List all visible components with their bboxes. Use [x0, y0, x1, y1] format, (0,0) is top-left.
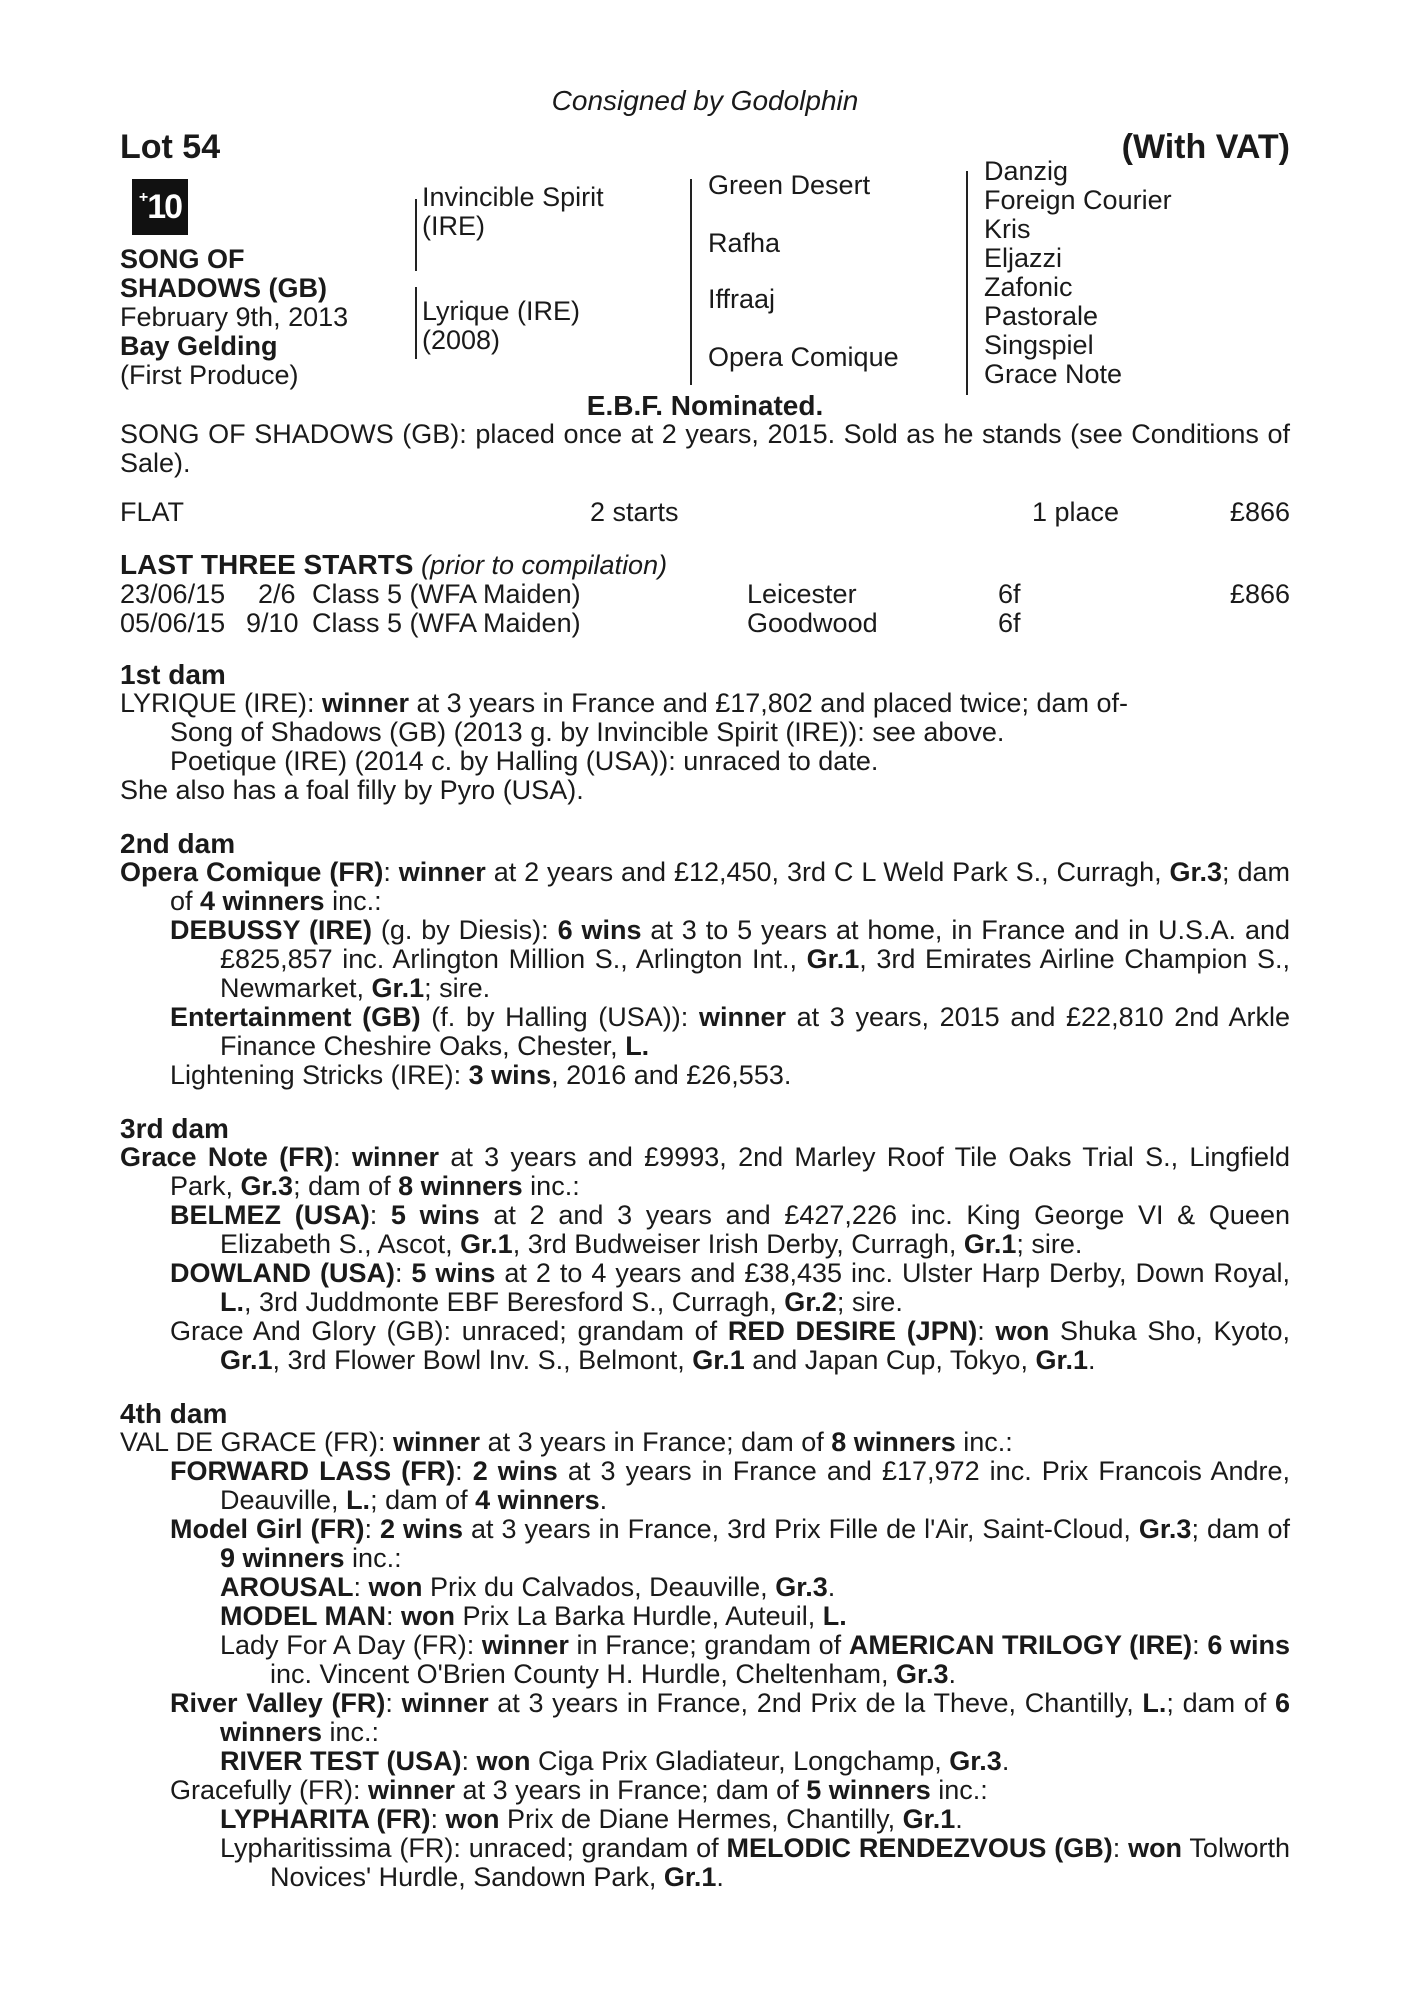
pedigree-block	[120, 156, 1290, 399]
dam-cell: Lyrique (IRE) (2008)	[422, 296, 581, 355]
great-grandparents: Danzig Foreign Courier Kris Eljazzi Zafonic Pastorale Singspiel Grace Note	[984, 156, 1172, 389]
produce-entry: MODEL MAN: won Prix La Barka Hurdle, Auteuil, L.	[220, 1601, 847, 1631]
horse-name: SONG OF SHADOWS (GB)	[120, 244, 327, 303]
grandsire-cell: Iffraaj	[708, 284, 776, 314]
granddam-cell: Rafha	[708, 228, 781, 258]
last-starts-heading: LAST THREE STARTS (prior to compilation)	[120, 549, 668, 580]
pedigree-bracket	[415, 199, 417, 271]
last-starts	[120, 550, 1290, 638]
race-row: 23/06/15 2/6 Class 5 (WFA Maiden) Leicester 6f £866	[120, 579, 1290, 609]
grandsire-cell: Green Desert	[708, 170, 871, 200]
plus10-badge-icon: + 10	[132, 179, 188, 235]
produce-entry: DOWLAND (USA): 5 wins at 2 to 4 years and £38,435 inc. Ulster Harp Derby, Down Royal, L., 3rd Juddmonte EBF Beresford S., Curragh, Gr.2; sire.	[170, 1258, 1290, 1317]
section-heading: 2nd dam	[120, 828, 236, 859]
pedigree-bracket	[966, 171, 968, 395]
horse-summary: SONG OF SHADOWS (GB): placed once at 2 years, 2015. Sold as he stands (see Conditions of Sale).	[120, 419, 1290, 478]
dam-entry: Grace Note (FR): winner at 3 years and £9993, 2nd Marley Roof Tile Oaks Trial S., Lingfield Park, Gr.3; dam of 8 winners inc.:	[120, 1142, 1290, 1201]
produce-entry: Song of Shadows (GB) (2013 g. by Invincible Spirit (IRE)): see above.	[170, 717, 1005, 747]
produce-entry: Grace And Glory (GB): unraced; grandam of RED DESIRE (JPN): won Shuka Sho, Kyoto, Gr.1, 3rd Flower Bowl Inv. S., Belmont, Gr.1 and Japan Cup, Tokyo, Gr.1.	[170, 1316, 1290, 1375]
vat-status: (With VAT)	[1121, 128, 1290, 166]
section-heading: 4th dam	[120, 1398, 228, 1429]
produce-entry: AROUSAL: won Prix du Calvados, Deauville, Gr.3.	[220, 1572, 836, 1602]
produce-entry: Model Girl (FR): 2 wins at 3 years in France, 3rd Prix Fille de l'Air, Saint-Cloud, Gr.3; dam of 9 winners inc.:	[170, 1514, 1290, 1573]
produce-entry: LYPHARITA (FR): won Prix de Diane Hermes, Chantilly, Gr.1.	[220, 1804, 963, 1834]
produce-entry: Gracefully (FR): winner at 3 years in France; dam of 5 winners inc.:	[170, 1775, 988, 1805]
lot-number: Lot 54	[120, 128, 221, 166]
catalogue-page	[120, 86, 1290, 1892]
produce-entry: BELMEZ (USA): 5 wins at 2 and 3 years and £427,226 inc. King George VI & Queen Elizabeth S., Ascot, Gr.1, 3rd Budweiser Irish Derby, Curragh, Gr.1; sire.	[170, 1200, 1290, 1259]
fourth-dam-section	[120, 1399, 1290, 1892]
race-row: 05/06/15 9/10 Class 5 (WFA Maiden) Goodwood 6f	[120, 608, 1021, 638]
foaling-date: February 9th, 2013	[120, 302, 349, 332]
pedigree-bracket	[415, 287, 417, 359]
produce-entry: DEBUSSY (IRE) (g. by Diesis): 6 wins at 3 to 5 years at home, in France and in U.S.A. and £825,857 inc. Arlington Million S., Arlington Int., Gr.1, 3rd Emirates Airline Champion S., Newmarket, Gr.1; sire.	[170, 915, 1290, 1003]
produce-entry: Poetique (IRE) (2014 c. by Halling (USA)): unraced to date.	[170, 746, 879, 776]
second-dam-section	[120, 829, 1290, 1090]
produce-note: (First Produce)	[120, 360, 299, 390]
section-heading: 3rd dam	[120, 1113, 229, 1144]
dam-entry: LYRIQUE (IRE): winner at 3 years in France and £17,802 and placed twice; dam of-	[120, 688, 1128, 718]
produce-entry: Lady For A Day (FR): winner in France; grandam of AMERICAN TRILOGY (IRE): 6 wins inc. Vincent O'Brien County H. Hurdle, Cheltenham, Gr.3.	[220, 1630, 1291, 1689]
produce-entry: Lightening Stricks (IRE): 3 wins, 2016 and £26,553.	[170, 1060, 792, 1090]
consignor-line: Consigned by Godolphin	[551, 85, 859, 116]
first-dam-section	[120, 660, 1290, 805]
pedigree-bracket	[690, 179, 692, 385]
race-record-row: FLAT 2 starts 1 place £866	[120, 497, 1290, 527]
sire-cell: Invincible Spirit (IRE)	[422, 182, 604, 241]
horse-details	[120, 245, 390, 390]
produce-entry: Lypharitissima (FR): unraced; grandam of MELODIC RENDEZVOUS (GB): won Tolworth Novices' Hurdle, Sandown Park, Gr.1.	[220, 1833, 1290, 1892]
ebf-nomination: E.B.F. Nominated.	[586, 390, 824, 421]
produce-entry: RIVER TEST (USA): won Ciga Prix Gladiateur, Longchamp, Gr.3.	[220, 1746, 1010, 1776]
produce-entry: Entertainment (GB) (f. by Halling (USA)): winner at 3 years, 2015 and £22,810 2nd Arkle Finance Cheshire Oaks, Chester, L.	[170, 1002, 1290, 1061]
section-heading: 1st dam	[120, 659, 226, 690]
granddam-cell: Opera Comique	[708, 342, 899, 372]
foal-note: She also has a foal filly by Pyro (USA).	[120, 775, 584, 805]
produce-entry: River Valley (FR): winner at 3 years in France, 2nd Prix de la Theve, Chantilly, L.; dam of 6 winners inc.:	[170, 1688, 1290, 1747]
dam-entry: VAL DE GRACE (FR): winner at 3 years in France; dam of 8 winners inc.:	[120, 1427, 1013, 1457]
dam-entry: Opera Comique (FR): winner at 2 years and £12,450, 3rd C L Weld Park S., Curragh, Gr.3; dam of 4 winners inc.:	[120, 857, 1290, 916]
produce-entry: FORWARD LASS (FR): 2 wins at 3 years in France and £17,972 inc. Prix Francois Andre, Deauville, L.; dam of 4 winners.	[170, 1456, 1291, 1515]
horse-sex: Bay Gelding	[120, 331, 278, 361]
third-dam-section	[120, 1114, 1290, 1375]
